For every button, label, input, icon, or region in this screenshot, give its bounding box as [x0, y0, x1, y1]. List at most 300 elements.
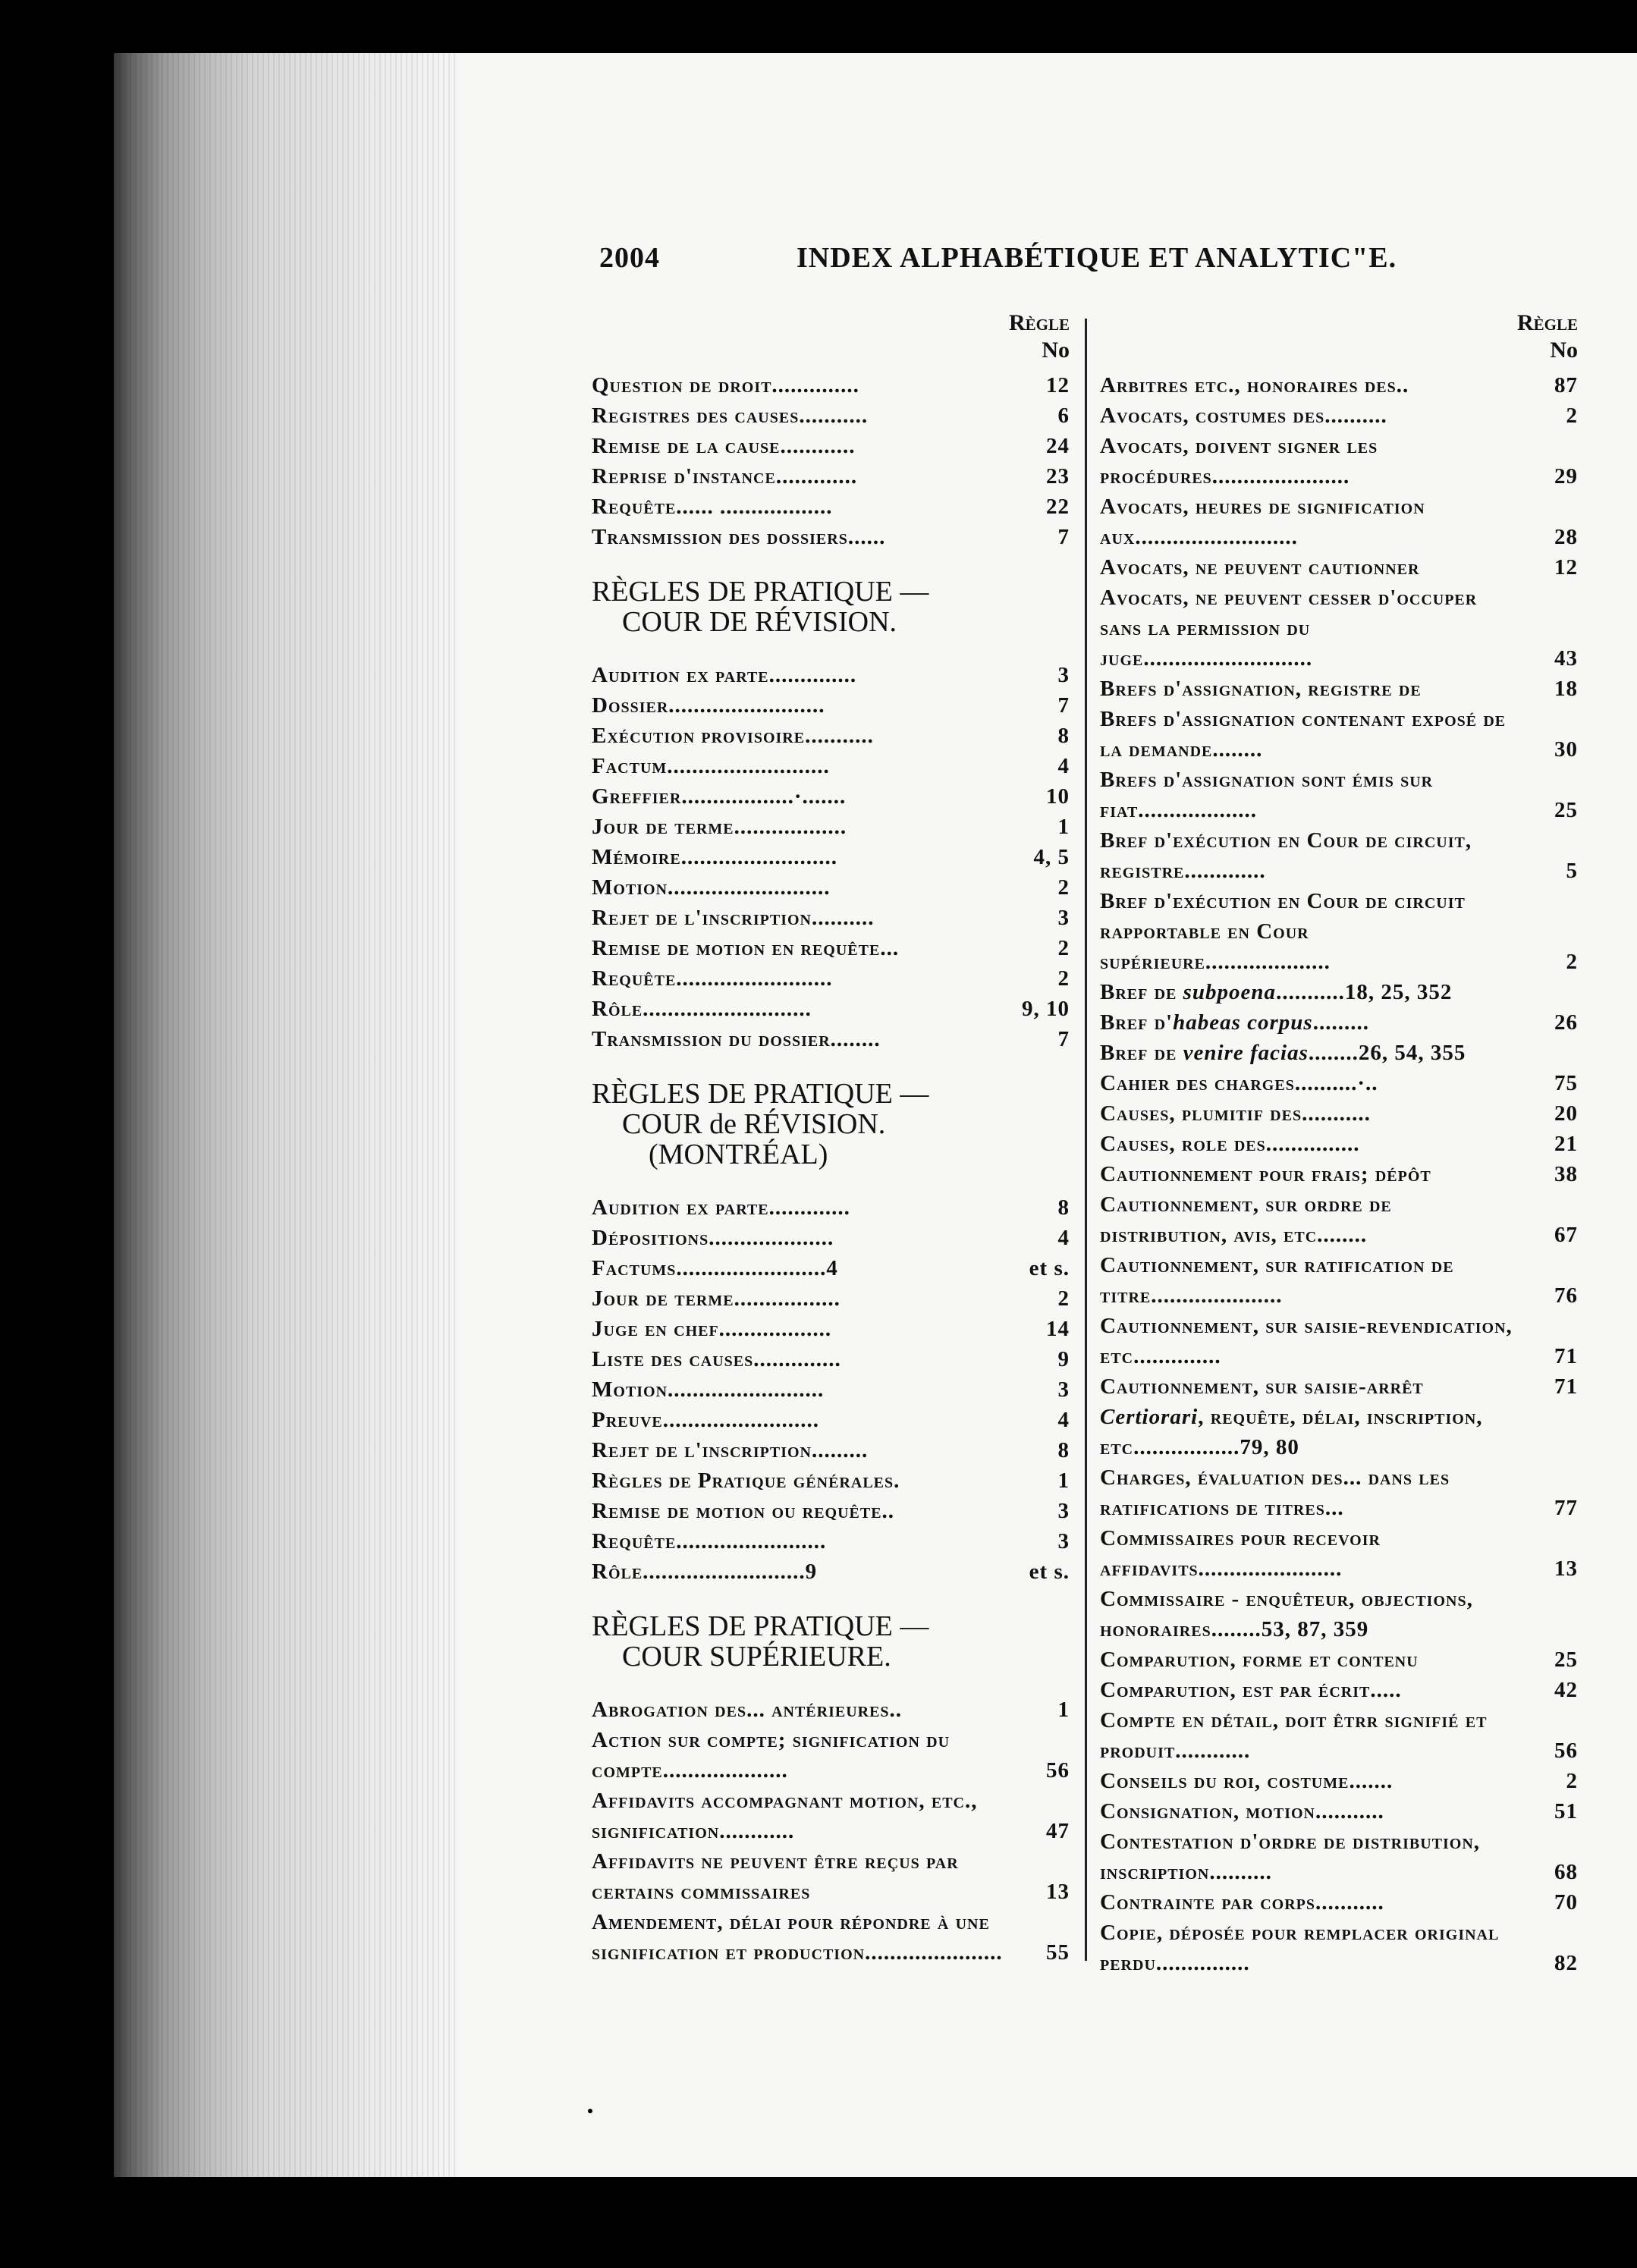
index-entry-text	[592, 721, 1016, 751]
index-entry-text	[592, 492, 1016, 522]
rule-number: 8	[1057, 724, 1070, 748]
rule-number: 14	[1046, 1317, 1070, 1341]
rule-number: 47	[1046, 1819, 1070, 1843]
index-entry-text	[1100, 401, 1525, 431]
index-entry-text	[1100, 1402, 1578, 1462]
rule-number: 3	[1057, 663, 1070, 687]
index-entry	[1100, 1918, 1578, 1978]
index-entry-label: Action sur compte; signification du compte....................	[592, 1728, 950, 1783]
index-entry	[592, 751, 1070, 781]
index-entry	[592, 1024, 1070, 1054]
index-entry-label: Requête........................	[592, 1529, 827, 1553]
index-entry-text	[592, 1786, 1016, 1846]
rule-number: 71	[1554, 1344, 1578, 1368]
index-entry-text	[592, 751, 1016, 781]
index-entry-text	[592, 842, 1016, 872]
column-header-left: Règle No	[1008, 310, 1070, 363]
index-entry-label: , requête, délai, inscription, etc.................79, 80	[1100, 1405, 1483, 1459]
index-entry	[1100, 552, 1578, 583]
index-entry	[1100, 1462, 1578, 1523]
index-entry	[1100, 583, 1578, 674]
index-entry-text	[592, 401, 1016, 431]
index-entry-text	[592, 872, 1016, 903]
section-heading	[592, 1611, 1070, 1672]
rule-number: 4, 5	[1033, 845, 1070, 869]
index-entry-prefix: Bref d'	[1100, 1010, 1174, 1035]
column-divider	[1085, 319, 1087, 1961]
index-entry-label: Audition ex parte.............	[592, 1195, 850, 1220]
rule-number: 13	[1554, 1557, 1578, 1581]
index-entry-label: Compte en détail, doit êtrr signifié et produit............	[1100, 1708, 1488, 1763]
index-entry	[1100, 674, 1578, 704]
index-entry-text	[592, 1374, 1016, 1405]
rule-number: 2	[1057, 966, 1070, 991]
index-entry	[1100, 1189, 1578, 1250]
index-entry-text	[592, 1695, 1016, 1725]
index-entry-text	[592, 1465, 1016, 1496]
section-heading-line: COUR DE RÉVISION.	[622, 606, 897, 638]
index-entry-label: Requête...... ..................	[592, 495, 833, 519]
rule-number: 56	[1046, 1758, 1070, 1783]
section-heading-line: COUR SUPÉRIEURE.	[622, 1641, 891, 1673]
index-entry-text	[592, 431, 1016, 461]
index-entry-text	[592, 690, 1016, 721]
index-entry	[1100, 765, 1578, 825]
index-entry	[1100, 431, 1578, 492]
rule-number: 6	[1057, 404, 1070, 428]
index-entry	[592, 1435, 1070, 1465]
rule-number: 12	[1554, 555, 1578, 580]
index-entry-label: Copie, déposée pour remplacer original perdu...............	[1100, 1921, 1500, 1975]
rule-number: 25	[1554, 798, 1578, 822]
rule-number: 43	[1554, 646, 1578, 671]
index-entry-label: Registres des causes...........	[592, 404, 869, 428]
index-entry-label: Affidavits accompagnant motion, etc., signification............	[592, 1789, 978, 1843]
index-entry	[1100, 1371, 1578, 1402]
index-entry-text	[1100, 1462, 1525, 1523]
index-entry	[592, 1725, 1070, 1786]
index-entry	[1100, 1523, 1578, 1584]
index-entry	[1100, 1068, 1578, 1098]
index-entry	[592, 401, 1070, 431]
index-entry-label: Dossier.........................	[592, 693, 825, 718]
rule-number: 7	[1057, 1027, 1070, 1051]
index-entry-label: Contestation d'ordre de distribution, inscription..........	[1100, 1830, 1481, 1884]
index-entry	[1100, 1311, 1578, 1371]
index-entry-label: Comparution, est par écrit.....	[1100, 1678, 1402, 1702]
index-entry-text	[592, 1283, 1016, 1314]
rule-number: et s.	[1029, 1560, 1070, 1584]
index-entry-label: Avocats, doivent signer les procédures......................	[1100, 434, 1378, 488]
section-heading-line: (MONTRÉAL)	[649, 1139, 828, 1170]
index-entry-text	[1100, 977, 1578, 1007]
rule-number: 4	[1057, 1226, 1070, 1250]
index-entry	[1100, 401, 1578, 431]
index-entry-label: Motion..........................	[592, 875, 831, 900]
index-entry-label: Cautionnement, sur ordre de distribution, avis, etc........	[1100, 1192, 1392, 1247]
index-entry	[1100, 1644, 1578, 1675]
section-heading-line: COUR de RÉVISION.	[622, 1108, 886, 1140]
rule-number: 1	[1057, 815, 1070, 839]
index-entry-text	[1100, 1675, 1525, 1705]
index-entry-label: Arbitres etc., honoraires des..	[1100, 373, 1409, 397]
index-entry-label: Requête.........................	[592, 966, 833, 991]
index-entry-text	[592, 1557, 1016, 1587]
index-entry	[592, 721, 1070, 751]
right-column	[1100, 309, 1578, 1978]
index-entry-label: ........26, 54, 355	[1308, 1041, 1466, 1065]
index-entry-label: Cautionnement, sur saisie-revendication, etc..............	[1100, 1314, 1513, 1368]
index-entry-label: Cautionnement, sur saisie-arrêt	[1100, 1374, 1424, 1399]
index-entry-text	[592, 1907, 1016, 1968]
rule-number: 75	[1554, 1071, 1578, 1095]
rule-number: 18	[1554, 677, 1578, 701]
index-entry-text	[592, 1435, 1016, 1465]
index-entry-text	[1100, 1068, 1525, 1098]
index-entry-text	[592, 1846, 1016, 1907]
rule-number: 1	[1057, 1469, 1070, 1493]
index-entry-label: Règles de Pratique générales.	[592, 1469, 900, 1493]
rule-number: 87	[1554, 373, 1578, 397]
section-heading	[592, 576, 1070, 637]
index-entry-text	[1100, 1796, 1525, 1827]
rule-number: 20	[1554, 1101, 1578, 1126]
index-entry-text	[592, 903, 1016, 933]
index-entry	[592, 963, 1070, 994]
rule-number: 26	[1554, 1010, 1578, 1035]
rule-number: 38	[1554, 1162, 1578, 1186]
index-entry-text	[1100, 1887, 1525, 1918]
index-entry-label: Commissaire - enquêteur, objections, honoraires........53, 87, 359	[1100, 1587, 1473, 1641]
index-entry-prefix: Bref de	[1100, 1041, 1183, 1065]
rule-number: 9	[1057, 1347, 1070, 1371]
index-entry-italic: subpoena	[1183, 980, 1277, 1004]
index-entry	[592, 492, 1070, 522]
index-entry	[592, 522, 1070, 552]
index-entry	[592, 1405, 1070, 1435]
index-entry-text	[1100, 765, 1525, 825]
index-entry-text	[1100, 1098, 1525, 1129]
index-entry	[592, 872, 1070, 903]
index-entry-text	[592, 461, 1016, 492]
rule-number: 29	[1554, 464, 1578, 488]
index-entry-label: Brefs d'assignation, registre de	[1100, 677, 1422, 701]
rule-number: 7	[1057, 693, 1070, 718]
rule-number: 8	[1057, 1195, 1070, 1220]
index-entry	[1100, 1098, 1578, 1129]
index-entry-label: Bref d'exécution en Cour de circuit rapportable en Cour supérieure....................	[1100, 889, 1466, 974]
rule-number: 51	[1554, 1799, 1578, 1824]
index-entry-label: Motion.........................	[592, 1377, 825, 1402]
index-entry	[1100, 1159, 1578, 1189]
index-entry-italic: habeas corpus	[1173, 1010, 1313, 1035]
index-entry-text	[1100, 704, 1525, 765]
index-entry-label: Factum..........................	[592, 754, 830, 778]
index-entry-label: Comparution, forme et contenu	[1100, 1648, 1419, 1672]
index-entry-label: Question de droit..............	[592, 373, 859, 397]
index-entry-label: Liste des causes..............	[592, 1347, 841, 1371]
index-entry	[592, 1223, 1070, 1253]
index-entry-text	[1100, 552, 1525, 583]
section-heading-line: RÈGLES DE PRATIQUE —	[592, 576, 929, 608]
index-entry	[1100, 1584, 1578, 1644]
index-entry-text	[1100, 825, 1525, 886]
rule-number: 68	[1554, 1860, 1578, 1884]
index-entry-label: Reprise d'instance.............	[592, 464, 858, 488]
rule-number: 22	[1046, 495, 1070, 519]
index-entry	[1100, 1766, 1578, 1796]
index-entry-label: Causes, role des...............	[1100, 1132, 1360, 1156]
index-entry	[592, 842, 1070, 872]
index-entry-text	[592, 370, 1016, 401]
rule-number: 3	[1057, 1529, 1070, 1553]
index-entry-text	[592, 963, 1016, 994]
rule-number: 2	[1566, 950, 1578, 974]
index-entry	[592, 994, 1070, 1024]
index-entry	[592, 1283, 1070, 1314]
index-entry-label: Preuve.........................	[592, 1408, 819, 1432]
index-entry-text	[1100, 1311, 1525, 1371]
index-entry-text	[592, 1725, 1016, 1786]
index-entry-label: Avocats, heures de signification aux..........................	[1100, 495, 1425, 549]
index-entry-text	[1100, 1766, 1525, 1796]
index-entry-text	[592, 1496, 1016, 1526]
index-entry	[592, 1907, 1070, 1968]
index-entry	[1100, 1675, 1578, 1705]
index-entry-text	[592, 660, 1016, 690]
index-entry-text	[1100, 1038, 1578, 1068]
rule-number: 10	[1046, 784, 1070, 809]
index-entry	[592, 933, 1070, 963]
index-entry	[1100, 370, 1578, 401]
index-entry-label: Greffier..................·.......	[592, 784, 847, 809]
rule-number: 4	[1057, 754, 1070, 778]
index-entry-text	[1100, 1189, 1525, 1250]
index-entry-label: Charges, évaluation des... dans les ratifications de titres...	[1100, 1465, 1450, 1520]
rule-number: 30	[1554, 737, 1578, 762]
index-entry-text	[1100, 431, 1525, 492]
index-entry-label: Dépositions....................	[592, 1226, 834, 1250]
rule-number: et s.	[1029, 1256, 1070, 1280]
rule-number: 77	[1554, 1496, 1578, 1520]
rule-number: 21	[1554, 1132, 1578, 1156]
index-entry	[592, 1496, 1070, 1526]
index-entry-text	[1100, 1827, 1525, 1887]
speck	[588, 2109, 592, 2113]
index-entry-text	[1100, 1371, 1525, 1402]
index-entry	[1100, 1887, 1578, 1918]
index-entry-label: Conseils du roi, costume.......	[1100, 1769, 1393, 1793]
index-entry-text	[1100, 1523, 1525, 1584]
rule-number: 56	[1554, 1739, 1578, 1763]
index-entry-text	[1100, 886, 1525, 977]
index-entry-text	[1100, 370, 1525, 401]
index-entry	[592, 812, 1070, 842]
index-entry-label: Rôle...........................	[592, 997, 812, 1021]
index-entry	[592, 1557, 1070, 1587]
rule-number: 12	[1046, 373, 1070, 397]
index-entry-prefix: Bref de	[1100, 980, 1183, 1004]
index-entry-text	[1100, 1159, 1525, 1189]
index-entry	[592, 1253, 1070, 1283]
index-entry	[592, 461, 1070, 492]
index-entry	[1100, 886, 1578, 977]
index-entry-text	[1100, 1129, 1525, 1159]
index-entry-label: Remise de la cause............	[592, 434, 856, 458]
index-entry-text	[1100, 492, 1525, 552]
index-entry	[592, 1526, 1070, 1557]
index-entry	[1100, 1827, 1578, 1887]
index-entry-label: Transmission du dossier........	[592, 1027, 881, 1051]
index-entry-label: Avocats, ne peuvent cautionner	[1100, 555, 1420, 580]
rule-number: 70	[1554, 1890, 1578, 1915]
index-entry-text	[592, 1405, 1016, 1435]
index-entry-label: Rejet de l'inscription.........	[592, 1438, 869, 1462]
rule-number: 2	[1566, 404, 1578, 428]
index-entry-label: Commissaires pour recevoir affidavits.......................	[1100, 1526, 1381, 1581]
index-entry-text	[1100, 1584, 1578, 1644]
rule-number: 55	[1046, 1940, 1070, 1965]
section-heading-line: RÈGLES DE PRATIQUE —	[592, 1078, 929, 1110]
book-page-edges	[114, 53, 470, 2177]
rule-number: 82	[1554, 1951, 1578, 1975]
rule-number: 13	[1046, 1880, 1070, 1904]
index-entry-label: Rôle..........................9	[592, 1560, 818, 1584]
index-entry	[1100, 825, 1578, 886]
index-entry-label: Consignation, motion...........	[1100, 1799, 1384, 1824]
index-entry-text	[592, 1526, 1016, 1557]
index-entry	[592, 690, 1070, 721]
index-entry	[592, 431, 1070, 461]
index-entry-label: Mémoire.........................	[592, 845, 837, 869]
index-entry-label: Brefs d'assignation sont émis sur fiat...................	[1100, 768, 1434, 822]
index-entry	[1100, 1250, 1578, 1311]
index-entry	[592, 1846, 1070, 1907]
index-entry-text	[592, 781, 1016, 812]
rule-number: 5	[1566, 859, 1578, 883]
index-entry-label: Transmission des dossiers......	[592, 525, 886, 549]
index-entry-text	[1100, 1705, 1525, 1766]
index-entry	[592, 1465, 1070, 1496]
section-heading	[592, 1079, 1070, 1170]
index-entry	[1100, 1007, 1578, 1038]
index-entry-label: Juge en chef..................	[592, 1317, 832, 1341]
index-entry-text	[592, 1253, 1016, 1283]
rule-number: 1	[1057, 1698, 1070, 1722]
rule-number: 2	[1057, 875, 1070, 900]
index-entry	[1100, 1705, 1578, 1766]
index-entry	[1100, 704, 1578, 765]
index-entry	[1100, 1038, 1578, 1068]
index-entry-text	[592, 994, 1016, 1024]
index-entry-text	[1100, 1007, 1525, 1038]
rule-number: 23	[1046, 464, 1070, 488]
column-header-right: Règle No	[1516, 310, 1578, 363]
index-entry-text	[592, 1223, 1016, 1253]
index-entry-label: Avocats, ne peuvent cesser d'occuper sans la permission du juge...........................	[1100, 586, 1478, 671]
index-entry	[592, 1314, 1070, 1344]
index-entry-label: Audition ex parte..............	[592, 663, 857, 687]
rule-number: 9, 10	[1022, 997, 1070, 1021]
index-entry	[1100, 1796, 1578, 1827]
index-entry-label: Affidavits ne peuvent être reçus par certains commissaires	[592, 1849, 959, 1904]
page-title: INDEX ALPHABÉTIQUE ET ANALYTIC"E.	[797, 242, 1397, 274]
index-entry-label: Cautionnement, sur ratification de titre.....................	[1100, 1253, 1454, 1308]
rule-number: 8	[1057, 1438, 1070, 1462]
index-entry	[592, 370, 1070, 401]
index-entry	[1100, 492, 1578, 552]
rule-number: 2	[1057, 936, 1070, 960]
index-entry-text	[1100, 674, 1525, 704]
index-entry-text	[592, 522, 1016, 552]
index-entry-text	[1100, 1918, 1525, 1978]
index-entry-label: Remise de motion en requête...	[592, 936, 900, 960]
index-entry-text	[592, 1314, 1016, 1344]
index-entry-text	[592, 812, 1016, 842]
rule-number: 2	[1566, 1769, 1578, 1793]
index-entry-label: Bref d'exécution en Cour de circuit, registre.............	[1100, 828, 1472, 883]
section-heading-line: RÈGLES DE PRATIQUE —	[592, 1610, 929, 1642]
index-entry-italic: Certiorari	[1100, 1405, 1199, 1429]
rule-number: 3	[1057, 1499, 1070, 1523]
index-entry-label: Jour de terme..................	[592, 815, 847, 839]
index-entry-text	[1100, 1250, 1525, 1311]
index-entry	[592, 1374, 1070, 1405]
index-entry	[1100, 1402, 1578, 1462]
index-entry-text	[592, 933, 1016, 963]
index-entry	[592, 781, 1070, 812]
index-entry-text	[1100, 583, 1525, 674]
index-entry-italic: venire facias	[1183, 1041, 1309, 1065]
index-entry-label: Contrainte par corps...........	[1100, 1890, 1384, 1915]
index-entry-text	[592, 1024, 1016, 1054]
index-entry-label: Exécution provisoire...........	[592, 724, 874, 748]
rule-number: 3	[1057, 1377, 1070, 1402]
index-entry	[592, 1786, 1070, 1846]
index-entry-label: Remise de motion ou requête..	[592, 1499, 895, 1523]
index-entry	[592, 660, 1070, 690]
index-entry-label: ...........18, 25, 352	[1276, 980, 1453, 1004]
index-entry-label: Abrogation des... antérieures..	[592, 1698, 903, 1722]
index-entry	[1100, 977, 1578, 1007]
rule-number: 28	[1554, 525, 1578, 549]
index-entry	[592, 903, 1070, 933]
rule-number: 4	[1057, 1408, 1070, 1432]
index-entry-label: Factums........................4	[592, 1256, 838, 1280]
rule-number: 3	[1057, 906, 1070, 930]
index-entry	[592, 1344, 1070, 1374]
index-entry-text	[1100, 1644, 1525, 1675]
index-entry	[592, 1192, 1070, 1223]
index-entry-label: Avocats, costumes des..........	[1100, 404, 1387, 428]
rule-number: 2	[1057, 1286, 1070, 1311]
index-entry-text	[592, 1344, 1016, 1374]
rule-number: 25	[1554, 1648, 1578, 1672]
rule-number: 67	[1554, 1223, 1578, 1247]
index-entry-label: Brefs d'assignation contenant exposé de la demande........	[1100, 707, 1507, 762]
index-entry-text	[592, 1192, 1016, 1223]
index-entry-label: Rejet de l'inscription..........	[592, 906, 875, 930]
index-entry-label: .........	[1312, 1010, 1369, 1035]
left-column	[592, 309, 1070, 1968]
index-entry-label: Jour de terme.................	[592, 1286, 840, 1311]
index-entry	[592, 1695, 1070, 1725]
page-number: 2004	[599, 242, 660, 274]
index-entry	[1100, 1129, 1578, 1159]
index-entry-label: Amendement, délai pour répondre à une signification et production......................	[592, 1910, 1003, 1965]
rule-number: 24	[1046, 434, 1070, 458]
rule-number: 7	[1057, 525, 1070, 549]
